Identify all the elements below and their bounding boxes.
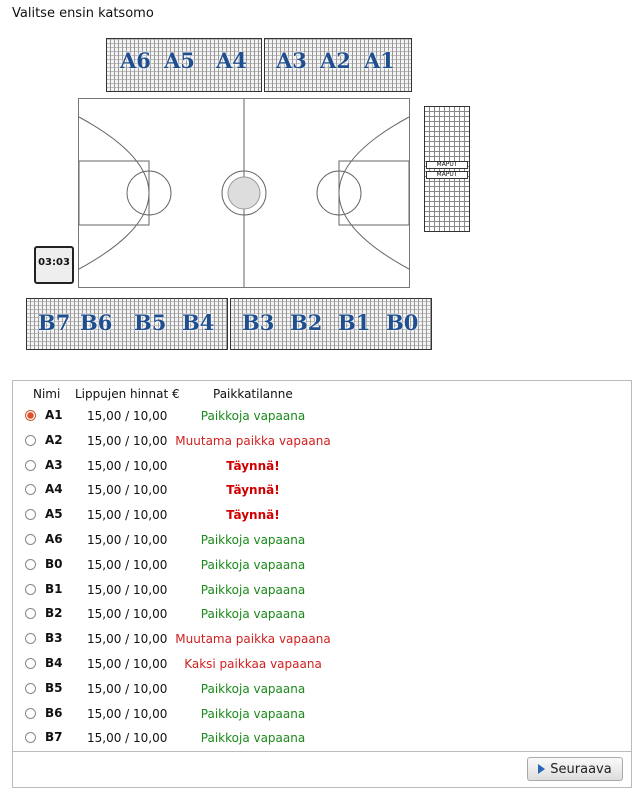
section-label-b2[interactable]: B2 [290, 310, 323, 335]
page-title: Valitse ensin katsomo [12, 6, 154, 21]
section-status: Paikkoja vapaana [200, 533, 306, 547]
section-label-b3[interactable]: B3 [242, 310, 275, 335]
section-radio[interactable] [25, 608, 36, 619]
section-price: 15,00 / 10,00 [87, 433, 168, 448]
section-radio[interactable] [25, 509, 36, 520]
stand-side[interactable] [424, 106, 470, 232]
section-status: Täynnä! [226, 458, 280, 473]
section-price: 15,00 / 10,00 [87, 458, 168, 473]
section-radio[interactable] [25, 435, 36, 446]
table-row[interactable] [13, 603, 631, 627]
section-price: 15,00 / 10,00 [87, 731, 168, 746]
section-price: 15,00 / 10,00 [87, 533, 168, 547]
column-header-name: Nimi [33, 387, 61, 401]
section-price: 15,00 / 10,00 [87, 582, 168, 597]
table-row[interactable] [13, 727, 631, 751]
section-code: B1 [45, 581, 63, 596]
section-status: Paikkoja vapaana [200, 409, 306, 423]
section-radio[interactable] [25, 683, 36, 694]
center-logo-icon [228, 177, 260, 209]
section-price: 15,00 / 10,00 [87, 632, 168, 647]
section-label-b4[interactable]: B4 [182, 310, 215, 335]
section-price: 15,00 / 10,00 [87, 681, 168, 696]
section-radio[interactable] [25, 708, 36, 719]
section-status: Paikkoja vapaana [200, 706, 306, 721]
section-label-b5[interactable]: B5 [134, 310, 167, 335]
section-code: B5 [45, 680, 63, 695]
section-price: 15,00 / 10,00 [87, 508, 168, 523]
side-label-1: MAPUT [426, 161, 468, 169]
section-label-a3[interactable]: A3 [276, 48, 307, 73]
section-radio[interactable] [25, 732, 36, 743]
section-label-b6[interactable]: B6 [80, 310, 113, 335]
section-code: A4 [45, 482, 63, 497]
section-code: B6 [45, 705, 63, 720]
next-button[interactable] [527, 757, 623, 781]
section-radio[interactable] [25, 633, 36, 644]
section-price: 15,00 / 10,00 [87, 483, 168, 498]
section-code: B3 [45, 631, 63, 646]
section-list-panel [12, 380, 632, 788]
section-radio[interactable] [25, 484, 36, 495]
section-radio[interactable] [25, 658, 36, 669]
section-label-a4[interactable]: A4 [216, 48, 247, 73]
section-status: Paikkoja vapaana [200, 582, 306, 597]
section-radio[interactable] [25, 584, 36, 595]
section-code: A3 [45, 457, 63, 472]
side-label-2: MAPUT [426, 171, 468, 179]
section-label-a2[interactable]: A2 [320, 48, 351, 73]
section-radio[interactable] [25, 559, 36, 570]
section-label-b0[interactable]: B0 [386, 310, 419, 335]
table-row[interactable] [13, 628, 631, 652]
section-code: B2 [45, 606, 63, 621]
scoreboard-time: 03:03 [38, 257, 70, 268]
court-lines [79, 99, 409, 287]
section-code: B0 [45, 556, 63, 571]
section-status: Paikkoja vapaana [200, 607, 306, 622]
table-row[interactable] [13, 504, 631, 528]
basketball-court [78, 98, 410, 288]
table-row[interactable] [13, 653, 631, 677]
table-row[interactable] [13, 678, 631, 702]
section-radio[interactable] [25, 410, 36, 421]
section-status: Paikkoja vapaana [200, 731, 306, 746]
section-price: 15,00 / 10,00 [87, 409, 168, 423]
section-status: Paikkoja vapaana [200, 557, 306, 572]
section-code: B7 [45, 730, 63, 745]
section-price: 15,00 / 10,00 [87, 706, 168, 721]
section-code: A2 [45, 432, 63, 447]
section-label-a5[interactable]: A5 [164, 48, 195, 73]
section-code: A1 [45, 408, 63, 422]
section-label-b1[interactable]: B1 [338, 310, 371, 335]
table-row[interactable] [13, 579, 631, 603]
table-row[interactable] [13, 554, 631, 578]
table-row[interactable] [13, 455, 631, 479]
section-status: Paikkoja vapaana [200, 681, 306, 696]
table-row[interactable] [13, 430, 631, 454]
table-row[interactable] [13, 703, 631, 727]
section-code: B4 [45, 656, 63, 670]
section-status: Muutama paikka vapaana [175, 632, 331, 647]
section-status: Kaksi paikkaa vapaana [184, 657, 322, 671]
section-radio[interactable] [25, 534, 36, 545]
section-label-b7[interactable]: B7 [38, 310, 71, 335]
section-radio[interactable] [25, 460, 36, 471]
section-price: 15,00 / 10,00 [87, 607, 168, 622]
arena-map [0, 30, 520, 375]
section-label-a6[interactable]: A6 [120, 48, 151, 73]
table-row[interactable] [13, 405, 631, 429]
section-label-a1[interactable]: A1 [364, 48, 395, 73]
table-row[interactable] [13, 479, 631, 503]
column-header-status: Paikkatilanne [213, 387, 293, 401]
section-price: 15,00 / 10,00 [87, 657, 168, 671]
section-status: Täynnä! [226, 508, 280, 523]
section-price: 15,00 / 10,00 [87, 557, 168, 572]
column-header-price: Lippujen hinnat € [75, 387, 180, 401]
section-status: Muutama paikka vapaana [175, 433, 331, 448]
section-status: Täynnä! [226, 483, 280, 498]
play-arrow-icon [538, 764, 545, 774]
table-row[interactable] [13, 529, 631, 553]
footer-divider [13, 751, 631, 752]
next-button-label: Seuraava [550, 761, 612, 777]
section-code: A6 [45, 532, 63, 546]
section-code: A5 [45, 507, 63, 522]
scoreboard-icon [34, 246, 74, 284]
